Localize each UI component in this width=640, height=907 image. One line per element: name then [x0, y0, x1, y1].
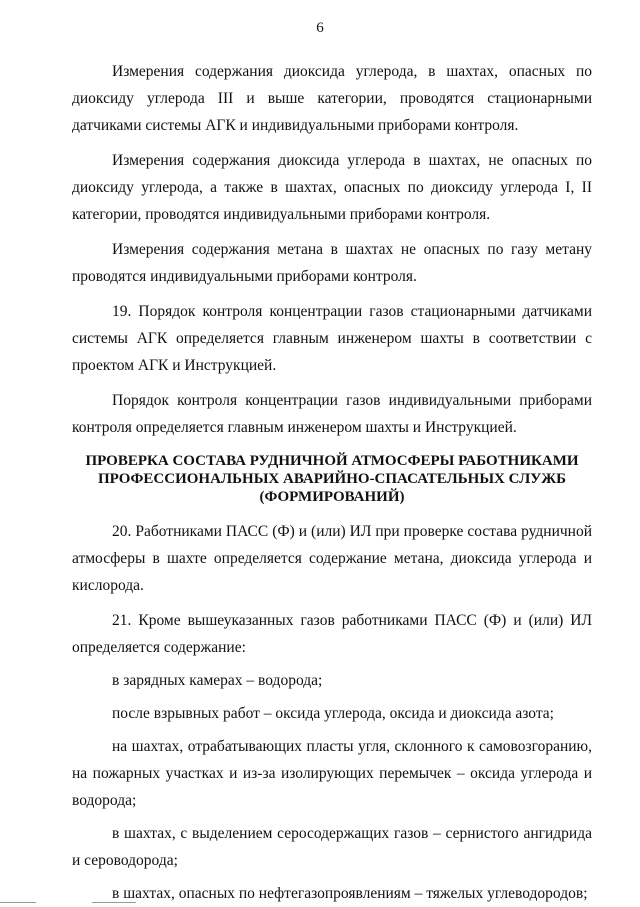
scan-edge-mark	[92, 902, 136, 903]
scan-edge-mark	[0, 902, 36, 903]
document-body	[72, 58, 592, 907]
list-item-after-blasting: после взрывных работ – оксида углерода, оксида и диоксида азота;	[112, 705, 554, 722]
paragraph-individual-control: Порядок контроля концентрации газов индивидуальными приборами контроля определяется главным инженером шахты и Инструкцией.	[72, 392, 592, 436]
paragraph-methane-non-hazardous: Измерения содержания метана в шахтах не опасных по газу метану проводятся индивидуальными приборами контроля.	[72, 241, 592, 285]
paragraph-co2-category-3: Измерения содержания диоксида углерода, в шахтах, опасных по диоксиду углерода III и выше категории, проводятся стационарными датчиками системы АГК и индивидуальными приборами контроля.	[72, 63, 592, 134]
list-item-sulfur-gases: в шахтах, с выделением серосодержащих газов – сернистого ангидрида и сероводорода;	[72, 825, 592, 869]
list-item-charging-chambers: в зарядных камерах – водорода;	[112, 672, 323, 689]
paragraph-item-21: 21. Кроме вышеуказанных газов работниками ПАСС (Ф) и (или) ИЛ определяется содержание:	[72, 612, 592, 656]
paragraph-co2-non-hazardous: Измерения содержания диоксида углерода в шахтах, не опасных по диоксиду углерода, а также в шахтах, опасных по диоксиду углерода I, II категории, проводятся индивидуальными приборами контроля.	[72, 152, 592, 223]
section-heading-line-2: ПРОФЕССИОНАЛЬНЫХ АВАРИЙНО-СПАСАТЕЛЬНЫХ СЛУЖБ	[97, 471, 567, 487]
list-item-oil-gas: в шахтах, опасных по нефтегазопроявлениям – тяжелых углеводородов;	[112, 885, 588, 902]
paragraph-item-19: 19. Порядок контроля концентрации газов стационарными датчиками системы АГК определяется главным инженером шахты в соответствии с проектом АГК и Инструкцией.	[72, 303, 592, 374]
paragraph-item-20: 20. Работниками ПАСС (Ф) и (или) ИЛ при проверке состава рудничной атмосферы в шахте определяется содержание метана, диоксида углерода и кислорода.	[72, 523, 592, 594]
section-heading-line-1: ПРОВЕРКА СОСТАВА РУДНИЧНОЙ АТМОСФЕРЫ РАБОТНИКАМИ	[85, 453, 579, 469]
section-heading	[72, 452, 592, 506]
section-heading-line-3: (ФОРМИРОВАНИЙ)	[259, 489, 405, 505]
list-item-spontaneous-combustion: на шахтах, отрабатывающих пласты угля, склонного к самовозгоранию, на пожарных участках и из-за изолирующих перемычек – оксида углерода и водорода;	[72, 738, 592, 809]
page-number: 6	[316, 20, 324, 36]
scan-edge-marks	[0, 899, 640, 905]
